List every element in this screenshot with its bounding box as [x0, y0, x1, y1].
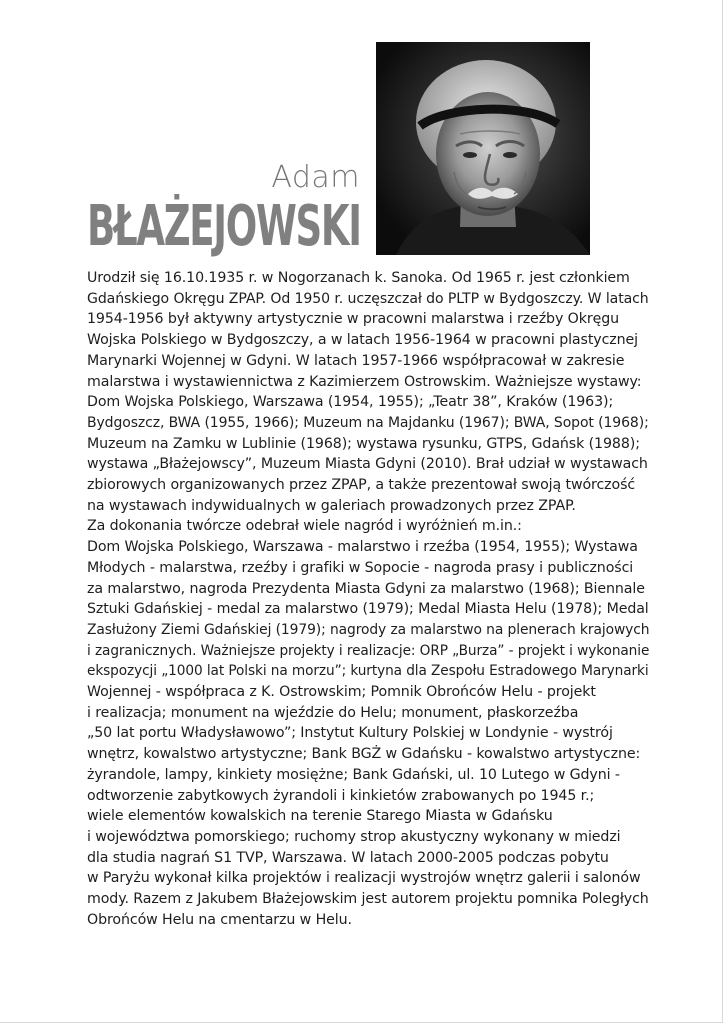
bio-line: Za dokonania twórcze odebrał wiele nagród i wyróżnień m.in.:: [87, 518, 522, 535]
bio-line: ekspozycji „1000 lat Polski na morzu”; kurtyna dla Zespołu Estradowego Marynarki: [87, 663, 649, 680]
bio-line: Dom Wojska Polskiego, Warszawa - malarstwo i rzeźba (1954, 1955); Wystawa: [87, 539, 638, 556]
bio-line: zbiorowych organizowanych przez ZPAP, a także prezentował swoją twórczość: [87, 477, 636, 494]
biography-text: [87, 268, 650, 931]
bio-line: Bydgoszcz, BWA (1955, 1966); Muzeum na Majdanku (1967); BWA, Sopot (1968);: [87, 414, 649, 431]
bio-line: Gdańskiego Okręgu ZPAP. Od 1950 r. uczęszczał do PLTP w Bydgoszczy. W latach: [87, 290, 649, 307]
bio-line: na wystawach indywidualnych w galeriach prowadzonych przez ZPAP.: [87, 497, 576, 514]
bio-line: Sztuki Gdańskiej - medal za malarstwo (1979); Medal Miasta Helu (1978); Medal: [87, 601, 649, 618]
bio-line: za malarstwo, nagroda Prezydenta Miasta Gdyni za malarstwo (1968); Biennale: [87, 580, 645, 597]
bio-line: w Paryżu wykonał kilka projektów i realizacji wystrojów wnętrz galerii i salonów: [87, 870, 641, 887]
last-name: [87, 196, 361, 258]
bio-line: Urodził się 16.10.1935 r. w Nogorzanach k. Sanoka. Od 1965 r. jest członkiem: [87, 270, 630, 286]
bio-line: 1954-1956 był aktywny artystycznie w pracowni malarstwa i rzeźby Okręgu: [87, 311, 619, 328]
bio-line: Muzeum na Zamku w Lublinie (1968); wystawa rysunku, GTPS, Gdańsk (1988);: [87, 435, 640, 452]
bio-line: odtworzenie zabytkowych żyrandoli i kinkietów zrabowanych po 1945 r.;: [87, 787, 595, 804]
bio-line: Obrońców Helu na cmentarzu w Helu.: [87, 911, 352, 928]
bio-line: wystawa „Błażejowscy”, Muzeum Miasta Gdyni (2010). Brał udział w wystawach: [87, 456, 648, 473]
bio-line: Wojska Polskiego w Bydgoszczy, a w latach 1956-1964 w pracowni plastycznej: [87, 332, 638, 349]
bio-line: dla studia nagrań S1 TVP, Warszawa. W latach 2000-2005 podczas pobytu: [87, 849, 609, 866]
last-name-text: BŁAŻEJOWSKI: [87, 194, 361, 259]
bio-line: i województwa pomorskiego; ruchomy strop akustyczny wykonany w miedzi: [87, 828, 621, 845]
portrait-photo: [376, 42, 590, 255]
bio-line: i zagranicznych. Ważniejsze projekty i realizacje: ORP „Burza” - projekt i wykonanie: [87, 642, 650, 659]
bio-line: wiele elementów kowalskich na terenie Starego Miasta w Gdańsku: [87, 808, 553, 825]
bio-line: mody. Razem z Jakubem Błażejowskim jest autorem projektu pomnika Poległych: [87, 891, 649, 908]
bio-line: i realizacja; monument na wjeździe do Helu; monument, płaskorzeźba: [87, 704, 579, 721]
first-name: Adam: [271, 160, 360, 195]
bio-line: Dom Wojska Polskiego, Warszawa (1954, 1955); „Teatr 38”, Kraków (1963);: [87, 394, 614, 411]
portrait-illustration: [376, 42, 590, 255]
bio-line: Wojennej - współpraca z K. Ostrowskim; Pomnik Obrońców Helu - projekt: [87, 684, 596, 701]
bio-line: żyrandole, lampy, kinkiety mosiężne; Bank Gdański, ul. 10 Lutego w Gdyni -: [87, 766, 620, 783]
bio-line: „50 lat portu Władysławowo”; Instytut Kultury Polskiej w Londynie - wystrój: [87, 725, 613, 742]
bio-line: malarstwa i wystawiennictwa z Kazimierzem Ostrowskim. Ważniejsze wystawy:: [87, 373, 642, 390]
bio-line: Marynarki Wojennej w Gdyni. W latach 1957-1966 współpracował w zakresie: [87, 352, 625, 369]
bio-line: wnętrz, kowalstwo artystyczne; Bank BGŻ w Gdańsku - kowalstwo artystyczne:: [87, 746, 641, 763]
bio-line: Zasłużony Ziemi Gdańskiej (1979); nagrody za malarstwo na plenerach krajowych: [87, 621, 650, 638]
bio-line: Młodych - malarstwa, rzeźby i grafiki w Sopocie - nagroda prasy i publiczności: [87, 559, 634, 576]
